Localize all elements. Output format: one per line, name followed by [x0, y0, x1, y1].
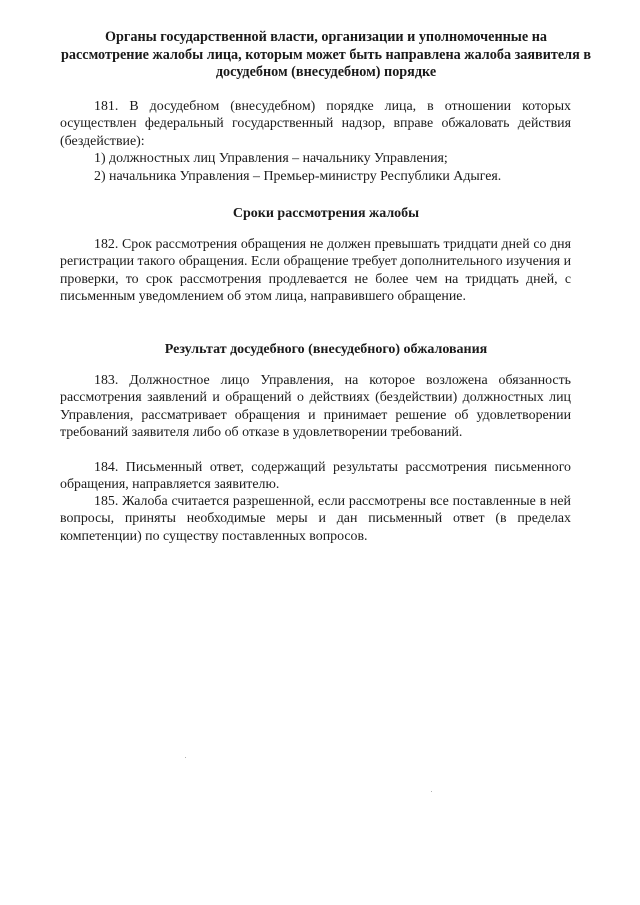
list-item-1: 1) должностных лиц Управления – начальнику Управления; — [94, 151, 448, 166]
paragraph-183: 183. Должностное лицо Управления, на которое возложена обязанность рассмотрения заявлений и обращений о действиях (бездействии) должностных лиц Управления, рассматривает обращения и принимает решение об удовлетворении требований заявителя либо об отказе в удовлетворении требований. — [60, 373, 571, 440]
paragraph-181: 181. В досудебном (внесудебном) порядке лица, в отношении которых осуществлен федеральный государственный надзор, вправе обжаловать действия (бездействие): — [60, 99, 571, 149]
paragraph-184: 184. Письменный ответ, содержащий результаты рассмотрения письменного обращения, направляется заявителю. — [60, 460, 571, 493]
list-item-2: 2) начальника Управления – Премьер-министру Республики Адыгея. — [94, 169, 502, 184]
document-title: Органы государственной власти, организации и уполномоченные на рассмотрение жалобы лица, которым может быть направлена жалоба заявителя в досудебном (внесудебном) порядке — [60, 29, 592, 80]
paragraph-185: 185. Жалоба считается разрешенной, если рассмотрены все поставленные в ней вопросы, приняты необходимые меры и дан письменный ответ (в пределах компетенции) по существу поставленных вопросов. — [60, 494, 571, 544]
scan-speck — [185, 757, 186, 758]
scan-speck — [431, 791, 432, 792]
section-heading-review-period: Сроки рассмотрения жалобы — [232, 206, 420, 221]
section-heading-appeal-result: Результат досудебного (внесудебного) обжалования — [164, 342, 488, 357]
paragraph-182: 182. Срок рассмотрения обращения не должен превышать тридцати дней со дня регистрации такого обращения. Если обращение требует дополнительного изучения и проверки, то срок рассмотрения продлевается не более чем на тридцать дней, с письменным уведомлением об этом лица, направившего обращение. — [60, 237, 571, 304]
